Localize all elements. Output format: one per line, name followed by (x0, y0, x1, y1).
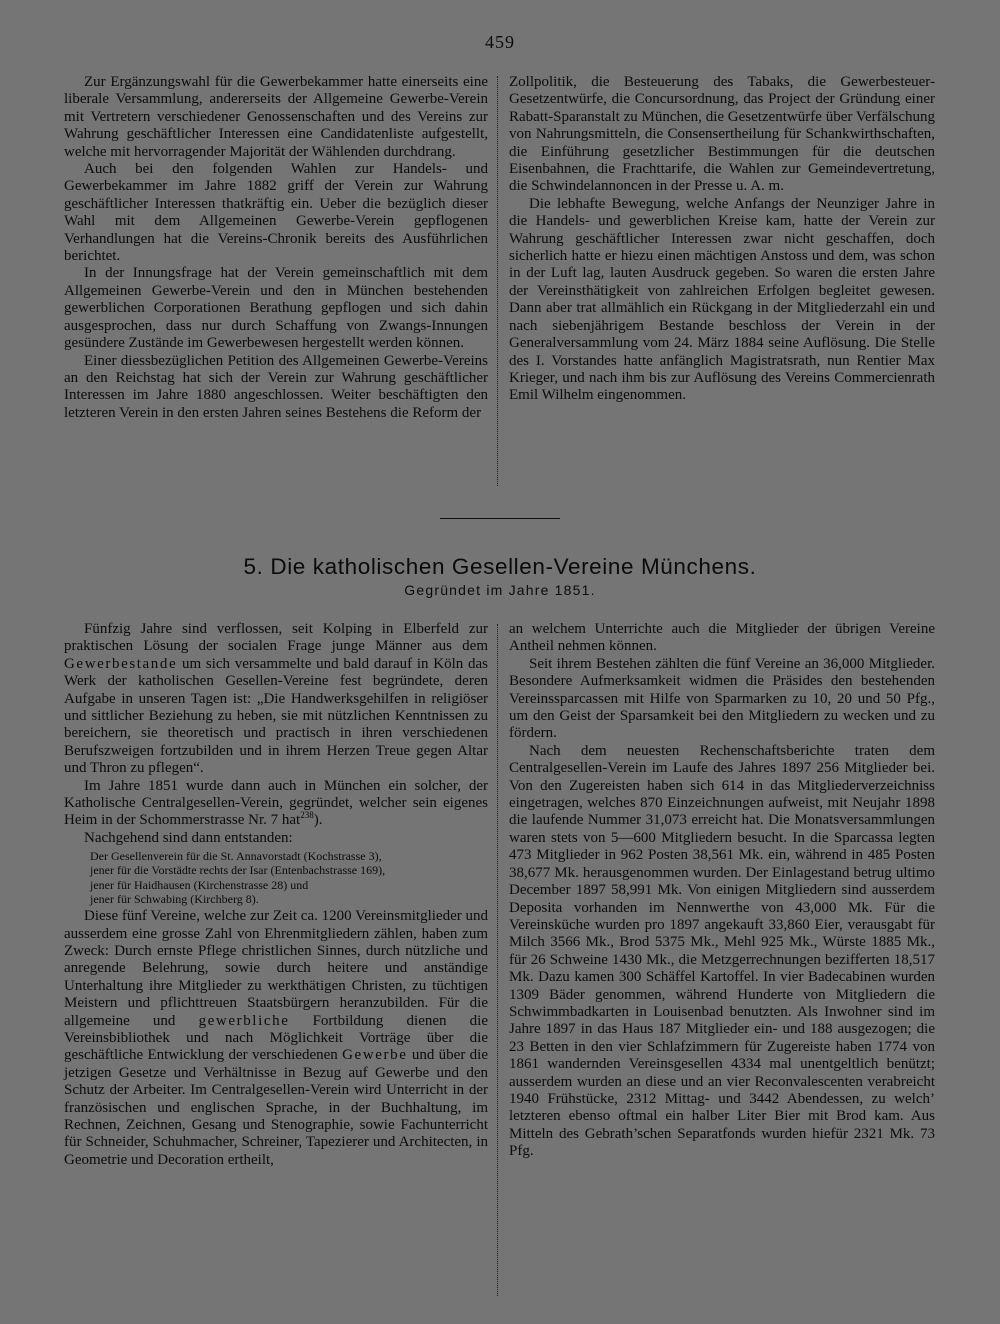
list-item: jener für die Vorstädte rechts der Isar (Entenbachstrasse 169), (90, 863, 386, 878)
paragraph: Zollpolitik, die Besteuerung des Tabaks, die Gewerbesteuer-Gesetzentwürfe, die Concursordnung, das Project der Gründung einer Rabatt-Sparanstalt zu München, die Gesetzentwürfe über Verfälschung von Nahrungsmitteln, die Consensertheilung für Schankwirthschaften, die Einführung gesetzlicher Bestimmungen für die deutschen Eisenbahnen, die Frachttarife, die Wahlen zur Gemeindevertretung, die Schwindelannoncen in der Presse u. A. m. (509, 74, 935, 195)
text-run: um sich versammelte und bald darauf in Köln das Werk der katholischen Gesellen-Vereine fest begründete, deren Aufgabe in unseren Tagen ist: „Die Handwerksgehilfen in religiöser und sittlicher Beziehung zu heben, sie mit nützlichen Kenntnissen zu bereichern, sie theoretisch und practisch in ihren verschiedenen Berufszweigen fortzubilden und in ihrem Herzen Treue gegen Altar und Thron zu pflegen“. (64, 655, 488, 777)
section-subtitle: Gegründet im Jahre 1851. (404, 582, 596, 598)
branch-list (90, 849, 488, 906)
emphasis-text: Gewerbe (342, 1047, 408, 1064)
paragraph (64, 778, 488, 830)
text-run: ). (313, 812, 323, 829)
paragraph (64, 621, 488, 778)
list-item: jener für Schwabing (Kirchberg 8). (90, 891, 259, 906)
text-run: Fortbildung dienen die Vereinsbibliothek und nach Möglichkeit Vorträge über die geschäftliche Entwicklung der verschiedenen (64, 1012, 488, 1064)
bottom-right-column (509, 621, 935, 1161)
text-run: und über die jetzigen Gesetze und Verhältnisse in Bezug auf Gewerbe und den Schutz der Arbeiter. Im Centralgesellen-Verein wird Unterricht in der französischen und englischen Sprache, in der Buchhaltung, im Rechnen, Zeichnen, Gesang und Stenographie, sowie Fachunterricht für Schneider, Schuhmacher, Schreiner, Tapezierer und Architecten, in Geometrie und Decoration ertheilt, (64, 1047, 489, 1168)
paragraph: Einer diessbezüglichen Petition des Allgemeinen Gewerbe-Vereins an den Reichstag hat sich der Verein zur Wahrung geschäftlicher Interessen im Jahre 1880 angeschlossen. Weiter beschäftigten den letzteren Verein in den ersten Jahren seines Bestehens die Reform der (64, 352, 488, 421)
section-title: 5. Die katholischen Gesellen-Vereine Münchens. (243, 554, 757, 579)
text-run: Fünfzig Jahre sind verflossen, seit Kolping in Elberfeld zur praktischen Lösung der socialen Frage junge Männer aus dem (64, 621, 488, 655)
paragraph: Nachgehend sind dann entstanden: (84, 829, 293, 846)
paragraph: Nach dem neuesten Rechenschaftsberichte traten dem Centralgesellen-Verein im Laufe des Jahres 1897 256 Mitglieder bei. Von den Zugereisten haben sich 614 in das Mitgliederverzeichniss eingetragen, welches 870 Einzeichnungen aufweist, mit Neujahr 1898 die laufende Nummer 31,073 erreicht hat. Die Monatsversammlungen waren stets von 5—600 Mitgliedern besucht. In die Sparcassa legten 473 Mitglieder in 962 Posten 38,561 Mk. ein, während in 485 Posten 38,677 Mk. herausgenommen wurden. Der Einlagestand betrug ultimo December 1897 58,991 Mk. Von einigen Mitgliedern sind ausserdem Deposita vorhanden im Nennwerthe von 43,000 Mk. Für die Vereinsküche wurden pro 1897 angekauft 33,860 Eier, verausgabt für Milch 3566 Mk., Brod 5375 Mk., Mehl 925 Mk., Würste 1885 Mk., für 26 Schweine 1430 Mk., die Metzgerrechnungen bezifferten 18,517 Mk. Dazu kamen 300 Schäffel Kartoffel. In vier Badecabinen wurden 1309 Bäder genommen, während Hunderte von Mitgliedern die Schwimmbadkarten in Louisenbad benutzten. Als Inwohner sind im Jahre 1897 in das Haus 187 Mitglieder ein- und 188 ausgezogen; die 23 Betten in den vier Schlafzimmern für Zugereiste haben 1774 von 1861 wandernden Vereinsgesellen 4334 mal unentgeltlich benützt; ausserdem wurden an diese und an vier Reconvalescenten verabreicht 1940 Frühstücke, 2312 Mittag- und 3442 Abendessen, zu welch’ letzteren ebenso oftmal ein halber Liter Bier mit Brod kam. Aus Mitteln des Gebrath’schen Separatfonds wurden hiefür 2321 Mk. 73 Pfg. (509, 742, 935, 1160)
top-right-column (509, 74, 935, 405)
bottom-left-column (64, 621, 488, 1169)
paragraph: Seit ihrem Bestehen zählten die fünf Vereine an 36,000 Mitglieder. Besondere Aufmerksamkeit widmen die Präsides den bestehenden Vereinssparcassen mit Hilfe von Sparmarken zu 10, 20 und 50 Pfg., um den Geist der Sparsamkeit bei den Mitgliedern zu wecken und zu fördern. (509, 655, 935, 742)
emphasis-text: Gewerbestande (64, 655, 178, 672)
paragraph: Die lebhafte Bewegung, welche Anfangs der Neunziger Jahre in die Handels- und gewerblichen Kreise kam, hatte der Verein zur Wahrung geschäftlicher Interessen zwar nicht geschaffen, doch sicherlich hatte er hiezu einen mächtigen Anstoss und dem, was schon in der Luft lag, lauten Ausdruck gegeben. So waren die ersten Jahre der Vereinsthätigkeit von zahlreichen Erfolgen begleitet gewesen. Dann aber trat allmählich ein Rückgang in der Mitgliederzahl ein und nach siebenjährigem Bestande beschloss der Verein in der Generalversammlung vom 24. März 1884 seine Auflösung. Die Stelle des I. Vorstandes hatte anfänglich Magistratsrath, nun Rentier Max Krieger, und nach ihm bis zur Auflösung des Vereins Commercienrath Emil Wilhelm eingenommen. (509, 195, 935, 404)
paragraph: Zur Ergänzungswahl für die Gewerbekammer hatte einerseits eine liberale Versammlung, andererseits der Allgemeine Gewerbe-Verein mit Vertretern verschiedener Genossenschaften und des Vereins zur Wahrung geschäftlicher Interessen eine Candidatenliste aufgestellt, welche mit hervorragender Majorität der Wählenden durchdrang. (64, 74, 488, 160)
page-number: 459 (485, 32, 515, 52)
top-left-column (64, 74, 488, 422)
text-run: Im Jahre 1851 wurde dann auch in München ein solcher, der Katholische Centralgesellen-Verein, gegründet, welcher sein eigenes Heim in der Schommerstrasse Nr. 7 hat (64, 777, 488, 829)
column-divider (497, 76, 498, 486)
paragraph: an welchem Unterrichte auch die Mitglieder der übrigen Vereine Antheil nehmen können. (509, 621, 935, 655)
paragraph: In der Innungsfrage hat der Verein gemeinschaftlich mit dem Allgemeinen Gewerbe-Verein und den in München bestehenden gewerblichen Corporationen Berathung gepflogen und sich dahin ausgesprochen, dass nur durch Schaffung von Zwangs-Innungen gesündere Zustände im Gewerbewesen hergestellt werden können. (64, 265, 488, 352)
column-divider (497, 624, 498, 1296)
paragraph (64, 908, 488, 1169)
footnote-reference: 238 (300, 810, 314, 821)
section-separator (440, 518, 560, 519)
list-item: Der Gesellenverein für die St. Annavorstadt (Kochstrasse 3), (90, 849, 382, 864)
text-run: Diese fünf Vereine, welche zur Zeit ca. 1200 Vereinsmitglieder und ausserdem eine grosse Zahl von Ehrenmitgliedern zählen, haben zum Zweck: Durch ernste Pflege christlichen Sinnes, durch nützliche und anregende Belehrung, sowie durch heitere und anständige Unterhaltung ihre Mitglieder zu werkthätigen Christen, zu tüchtigen Meistern und pflichttreuen Staatsbürgern heranzubilden. Für die allgemeine und (64, 908, 488, 1029)
list-item: jener für Haidhausen (Kirchenstrasse 28) und (90, 877, 309, 892)
emphasis-text: gewerbliche (198, 1012, 290, 1029)
paragraph: Auch bei den folgenden Wahlen zur Handels- und Gewerbekammer im Jahre 1882 griff der Verein zur Wahrung geschäftlicher Interessen thatkräftig ein. Ueber die bezüglich dieser Wahl mit dem Allgemeinen Gewerbe-Verein gepflogenen Verhandlungen hat die Vereins-Chronik bereits des Ausführlichen berichtet. (64, 161, 488, 265)
